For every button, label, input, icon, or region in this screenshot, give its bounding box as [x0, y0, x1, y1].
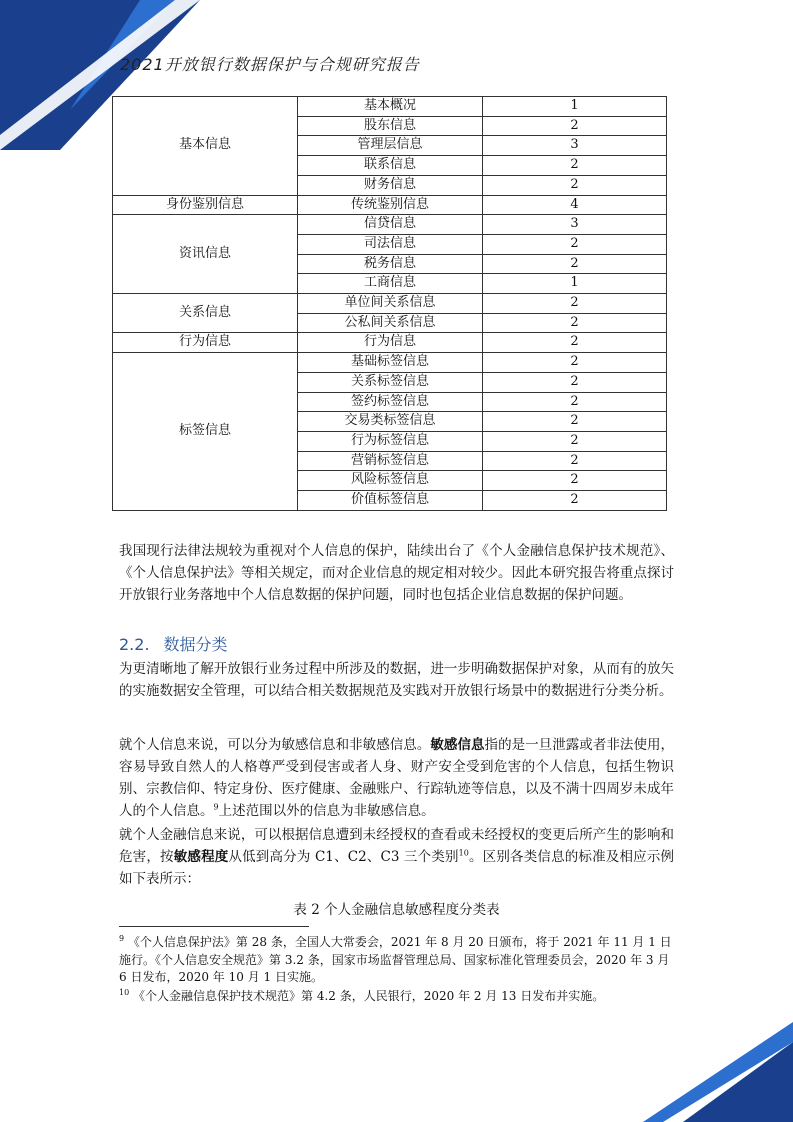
- paragraph-3-part2: 指的是一旦泄露或者非法使用，容易导致自然人的人格尊严受到侵害或者人身、财产安全受到危害的个人信息，包括生物识别、宗教信仰、特定身份、医疗健康、金融账户、行踪轨迹等信息，以及不满十四周岁未成年人的个人信息。: [119, 737, 675, 819]
- table-item-cell: 财务信息: [298, 175, 483, 195]
- table-item-cell: 行为标签信息: [298, 431, 483, 451]
- footnote-9: [119, 934, 674, 987]
- table-value-cell: 2: [483, 116, 667, 136]
- footnote-10: [119, 988, 674, 1006]
- corner-decoration-bottom-right: [623, 1022, 793, 1122]
- table-item-cell: 传统鉴别信息: [298, 195, 483, 215]
- paragraph-4-part2: 从低到高分为 C1、C2、C3 三个类别: [228, 849, 459, 865]
- table-item-cell: 基本概况: [298, 97, 483, 117]
- table-value-cell: 2: [483, 412, 667, 432]
- table-item-cell: 营销标签信息: [298, 451, 483, 471]
- paragraph-3-part3: 上述范围以外的信息为非敏感信息。: [218, 803, 435, 819]
- table-category-cell: 资讯信息: [113, 215, 298, 294]
- table-value-cell: 2: [483, 471, 667, 491]
- table-row: [113, 97, 667, 117]
- footnote-10-number: 10: [119, 987, 130, 997]
- table-item-cell: 股东信息: [298, 116, 483, 136]
- table-item-cell: 公私间关系信息: [298, 313, 483, 333]
- paragraph-4-bold: 敏感程度: [173, 849, 229, 865]
- footnote-10-text: 《个人金融信息保护技术规范》第 4.2 条，人民银行，2020 年 2 月 13 日发布并实施。: [133, 988, 605, 1003]
- table-category-cell: 身份鉴别信息: [113, 195, 298, 215]
- table-row: [113, 195, 667, 215]
- table-value-cell: 4: [483, 195, 667, 215]
- table-item-cell: 风险标签信息: [298, 471, 483, 491]
- section-number: 2.2.: [119, 635, 150, 654]
- paragraph-4: [119, 824, 674, 890]
- footnote-ref-10: 10: [458, 848, 469, 858]
- section-title: 数据分类: [163, 635, 228, 654]
- paragraph-4-part1: 就个人金融信息来说，可以根据信息遭到未经授权的查看或未经授权的变更后所产生的影响和危害，按: [119, 827, 674, 865]
- paragraph-1-text: 我国现行法律法规较为重视对个人信息的保护，陆续出台了《个人金融信息保护技术规范》、《个人信息保护法》等相关规定，而对企业信息的规定相对较少。因此本研究报告将重点探讨开放银行业务落地中个人信息数据的保护问题，同时也包括企业信息数据的保护问题。: [119, 543, 674, 603]
- footnote-ref-9: 9: [213, 802, 219, 812]
- footnote-divider: [119, 926, 309, 927]
- table-item-cell: 信贷信息: [298, 215, 483, 235]
- paragraph-2-text: 为更清晰地了解开放银行业务过程中所涉及的数据，进一步明确数据保护对象，从而有的放矢的实施数据安全管理，可以结合相关数据规范及实践对开放银行场景中的数据进行分类分析。: [119, 661, 674, 699]
- table-category-cell: 基本信息: [113, 97, 298, 196]
- table-item-cell: 价值标签信息: [298, 491, 483, 511]
- table-item-cell: 工商信息: [298, 274, 483, 294]
- table-value-cell: 2: [483, 254, 667, 274]
- table-row: [113, 333, 667, 353]
- table-value-cell: 1: [483, 274, 667, 294]
- paragraph-3: [119, 734, 674, 822]
- table-item-cell: 交易类标签信息: [298, 412, 483, 432]
- footnote-9-text: 《个人信息保护法》第 28 条，全国人大常委会，2021 年 8 月 20 日颁布，将于 2021 年 11 月 1 日施行。《个人信息安全规范》第 3.2 条，国家市场监督管理总局、国家标准化管理委员会，2020 年 3 月 6 日发布，2020 年 10 月 1 日实施。: [119, 935, 672, 984]
- table-item-cell: 基础标签信息: [298, 353, 483, 373]
- table-row: [113, 353, 667, 373]
- table-value-cell: 2: [483, 156, 667, 176]
- table-value-cell: 3: [483, 215, 667, 235]
- table-item-cell: 签约标签信息: [298, 392, 483, 412]
- footnote-9-number: 9: [119, 934, 125, 943]
- table-category-cell: 关系信息: [113, 294, 298, 333]
- table-value-cell: 2: [483, 313, 667, 333]
- table-value-cell: 2: [483, 353, 667, 373]
- footnotes: [119, 934, 674, 1006]
- paragraph-4-part3: 。区别各类信息的标准及相应示例如下表所示：: [119, 849, 675, 887]
- data-category-table: [112, 96, 667, 511]
- table-item-cell: 联系信息: [298, 156, 483, 176]
- table-category-cell: 标签信息: [113, 353, 298, 511]
- table-value-cell: 2: [483, 392, 667, 412]
- table-value-cell: 2: [483, 175, 667, 195]
- paragraph-3-part1: 就个人信息来说，可以分为敏感信息和非敏感信息。: [119, 737, 431, 753]
- table-category-cell: 行为信息: [113, 333, 298, 353]
- section-heading: [119, 632, 242, 655]
- table-row: [113, 215, 667, 235]
- table-value-cell: 2: [483, 294, 667, 314]
- table-item-cell: 税务信息: [298, 254, 483, 274]
- table-value-cell: 2: [483, 333, 667, 353]
- paragraph-3-bold: 敏感信息: [430, 737, 485, 753]
- table-row: [113, 294, 667, 314]
- table-item-cell: 行为信息: [298, 333, 483, 353]
- table-item-cell: 管理层信息: [298, 136, 483, 156]
- header-title: 2021开放银行数据保护与合规研究报告: [120, 55, 420, 74]
- table-value-cell: 2: [483, 372, 667, 392]
- paragraph-2: [119, 658, 674, 702]
- table-item-cell: 司法信息: [298, 234, 483, 254]
- table-value-cell: 1: [483, 97, 667, 117]
- table-value-cell: 2: [483, 451, 667, 471]
- table-item-cell: 单位间关系信息: [298, 294, 483, 314]
- table-value-cell: 2: [483, 491, 667, 511]
- table-item-cell: 关系标签信息: [298, 372, 483, 392]
- table-value-cell: 2: [483, 234, 667, 254]
- table-value-cell: 2: [483, 431, 667, 451]
- table-value-cell: 3: [483, 136, 667, 156]
- table-caption: 表 2 个人金融信息敏感程度分类表: [293, 902, 500, 918]
- paragraph-1: [119, 540, 674, 606]
